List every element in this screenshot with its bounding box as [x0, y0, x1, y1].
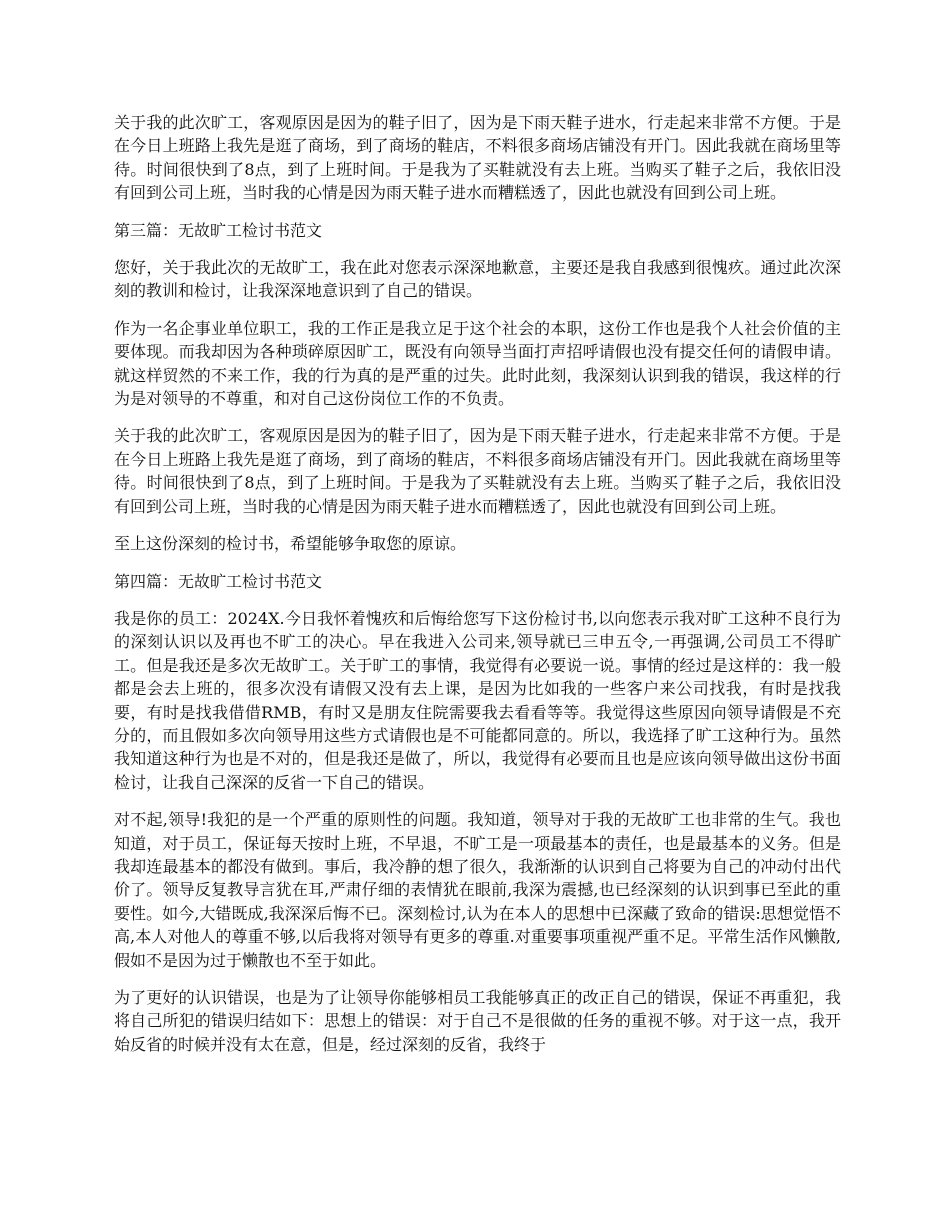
paragraph-absence-reason-repeat: 关于我的此次旷工，客观原因是因为的鞋子旧了，因为是下雨天鞋子进水，行走起来非常不方便。于是在今日上班路上我先是逛了商场，到了商场的鞋店，不料很多商场店铺没有开门。因此我就在商场里等待。时间很快到了8点，到了上班时间。于是我为了买鞋就没有去上班。当购买了鞋子之后，我依旧没有回到公司上班，当时我的心情是因为雨天鞋子进水而糟糕透了，因此也就没有回到公司上班。 — [114, 426, 841, 516]
paragraph-absence-reason: 关于我的此次旷工，客观原因是因为的鞋子旧了，因为是下雨天鞋子进水，行走起来非常不方便。于是在今日上班路上我先是逛了商场，到了商场的鞋店，不料很多商场店铺没有开门。因此我就在商场里等待。时间很快到了8点，到了上班时间。于是我为了买鞋就没有去上班。当购买了鞋子之后，我依旧没有回到公司上班，当时我的心情是因为雨天鞋子进水而糟糕透了，因此也就没有回到公司上班。 — [114, 113, 841, 203]
paragraph-closing-request: 至上这份深刻的检讨书，希望能够争取您的原谅。 — [114, 534, 467, 554]
paragraph-error-summary: 为了更好的认识错误，也是为了让领导你能够相员工我能够真正的改正自己的错误，保证不再重犯，我将自己所犯的错误归结如下：思想上的错误：对于自己不是很做的任务的重视不够。对于这一点，我开始反省的时候并没有太在意，但是，经过深刻的反省，我终于 — [114, 988, 841, 1054]
paragraph-sorry-leader: 对不起,领导!我犯的是一个严重的原则性的问题。我知道，领导对于我的无故旷工也非常的生气。我也知道，对于员工，保证每天按时上班，不早退，不旷工是一项最基本的责任，也是最基本的义务。但是我却连最基本的都没有做到。事后，我冷静的想了很久，我渐渐的认识到自己将要为自己的冲动付出代价了。领导反复教导言犹在耳,严肃仔细的表情犹在眼前,我深为震撼,也已经深刻的认识到事已至此的重要性。如今,大错既成,我深深后悔不已。深刻检讨,认为在本人的思想中已深藏了致命的错误:思想觉悟不高,本人对他人的尊重不够,以后我将对领导有更多的尊重.对重要事项重视严重不足。平常生活作风懒散,假如不是因为过于懒散也不至于如此。 — [114, 810, 841, 970]
paragraph-employee-statement: 我是你的员工：2024X.今日我怀着愧疚和后悔给您写下这份检讨书,以向您表示我对旷工这种不良行为的深刻认识以及再也不旷工的决心。早在我进入公司来,领导就已三申五令,一再强调,公司员工不得旷工。但是我还是多次无故旷工。关于旷工的事情，我觉得有必要说一说。事情的经过是这样的：我一般都是会去上班的，很多次没有请假又没有去上课，是因为比如我的一些客户来公司找我，有时是找我要，有时是找我借借RMB，有时又是朋友住院需要我去看看等等。我觉得这些原因向领导请假是不充分的，而且假如多次向领导用这些方式请假也是不可能都同意的。所以，我选择了旷工这种行为。虽然我知道这种行为也是不对的，但是我还是做了，所以，我觉得有必要而且也是应该向领导做出这份书面检讨，让我自己深深的反省一下自己的错误。 — [114, 608, 841, 792]
section-heading-part-three: 第三篇：无故旷工检讨书范文 — [114, 220, 323, 240]
paragraph-employee-role: 作为一名企事业单位职工，我的工作正是我立足于这个社会的本职，这份工作也是我个人社会价值的主要体现。而我却因为各种琐碎原因旷工，既没有向领导当面打声招呼请假也没有提交任何的请假申请。就这样贸然的不来工作，我的行为真的是严重的过失。此时此刻，我深刻认识到我的错误，我这样的行为是对领导的不尊重，和对自己这份岗位工作的不负责。 — [114, 318, 841, 409]
paragraph-apology: 您好，关于我此次的无故旷工，我在此对您表示深深地歉意，主要还是我自我感到很愧疚。通过此次深刻的教训和检讨，让我深深地意识到了自己的错误。 — [114, 258, 841, 301]
section-heading-part-four: 第四篇：无故旷工检讨书范文 — [114, 571, 323, 591]
document-body — [114, 111, 841, 1070]
